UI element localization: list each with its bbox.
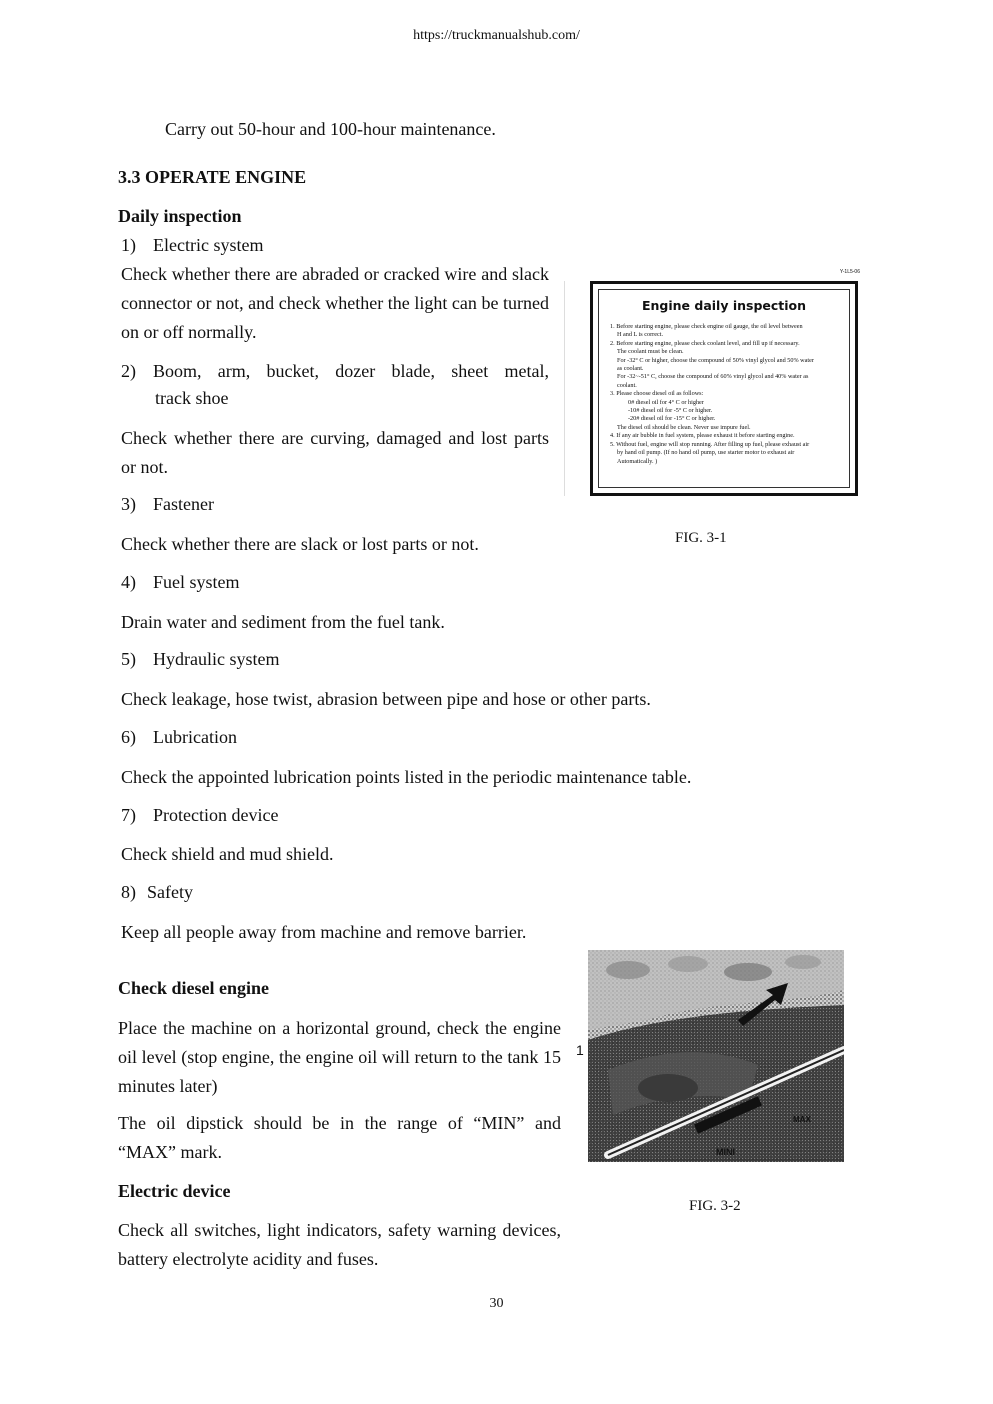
diesel-paragraph-1: Place the machine on a horizontal ground, check the engine oil level (stop engine, the engine oil will return to the tank 15 minutes later): [118, 1018, 561, 1096]
item-8-text: Keep all people away from machine and remove barrier.: [121, 922, 527, 942]
item-7-title: 7) Protection device: [121, 805, 279, 825]
label-title: Engine daily inspection: [641, 298, 807, 313]
daily-inspection-heading: Daily inspection: [118, 206, 242, 226]
electric-paragraph: Check all switches, light indicators, safety warning devices, battery electrolyte acidity and fuses.: [118, 1220, 561, 1269]
diesel-heading: Check diesel engine: [118, 978, 269, 998]
item-3-title: 3) Fastener: [121, 494, 214, 514]
diesel-paragraph-2: The oil dipstick should be in the range of “MIN” and “MAX” mark.: [118, 1113, 561, 1162]
section-title: 3.3 OPERATE ENGINE: [118, 167, 307, 187]
dipstick-photo-figure: [576, 950, 844, 1162]
item-6-title: 6) Lubrication: [121, 727, 237, 747]
dipstick-photo: [588, 950, 844, 1162]
item-2-title: 2) Boom, arm, bucket, dozer blade, sheet metal, track shoe: [121, 361, 549, 408]
header-url: https://truckmanualshub.com/: [413, 28, 580, 43]
item-3-text: Check whether there are slack or lost parts or not.: [121, 534, 479, 554]
label-tag: Y-1L5-06: [839, 269, 860, 275]
item-1-text: Check whether there are abraded or cracked wire and slack connector or not, and check whether the light can be turned on or off normally.: [121, 264, 549, 342]
fig-3-2-caption: FIG. 3-2: [689, 1198, 741, 1214]
item-2-text: Check whether there are curving, damaged and lost parts or not.: [121, 428, 549, 477]
dipstick-min-label: MINI: [716, 1147, 735, 1157]
label-frame: [590, 281, 858, 496]
label-text: 1. Before starting engine, please check engine oil gauge, the oil level between H and L is correct. 2. Before starting engine, please check coolant level, and fill up if necessary. The coolant must be clean. For -32° C or higher, choose the compound of 50% vinyl glycol and 50% water as coolant. For -32~-51° C, choose the compound of 60% vinyl glycol and 40% water as coolant. 3. Please choose diesel oil as follows: 0# diesel oil for 4° C or higher -10# diesel oil for -5° C or higher. -20# diesel oil for -15° C or higher. The diesel oil should be clean. Never use impure fuel. 4. If any air bubble in fuel system, please exhaust it before starting engine. 5. Without fuel, engine will stop running. After filling up fuel, please exhaust air by hand oil pump. (If no hand oil pump, use starter motor to exhaust air Automatically. ): [610, 323, 814, 465]
intro-text: Carry out 50-hour and 100-hour maintenance.: [165, 119, 496, 139]
engine-inspection-label-figure: [590, 269, 860, 496]
page-number: 30: [489, 1296, 504, 1311]
item-4-text: Drain water and sediment from the fuel tank.: [121, 612, 445, 632]
item-8-title: 8) Safety: [121, 882, 193, 902]
electric-heading: Electric device: [118, 1181, 231, 1201]
fig-3-1-caption: FIG. 3-1: [675, 530, 727, 546]
dipstick-max-label: MAX: [793, 1115, 811, 1124]
callout-number: 1: [576, 1042, 584, 1058]
item-5-title: 5) Hydraulic system: [121, 649, 280, 669]
item-1-title: 1) Electric system: [121, 235, 264, 255]
item-4-title: 4) Fuel system: [121, 572, 240, 592]
item-6-text: Check the appointed lubrication points listed in the periodic maintenance table.: [121, 767, 692, 787]
item-5-text: Check leakage, hose twist, abrasion between pipe and hose or other parts.: [121, 689, 651, 709]
item-7-text: Check shield and mud shield.: [121, 844, 334, 864]
